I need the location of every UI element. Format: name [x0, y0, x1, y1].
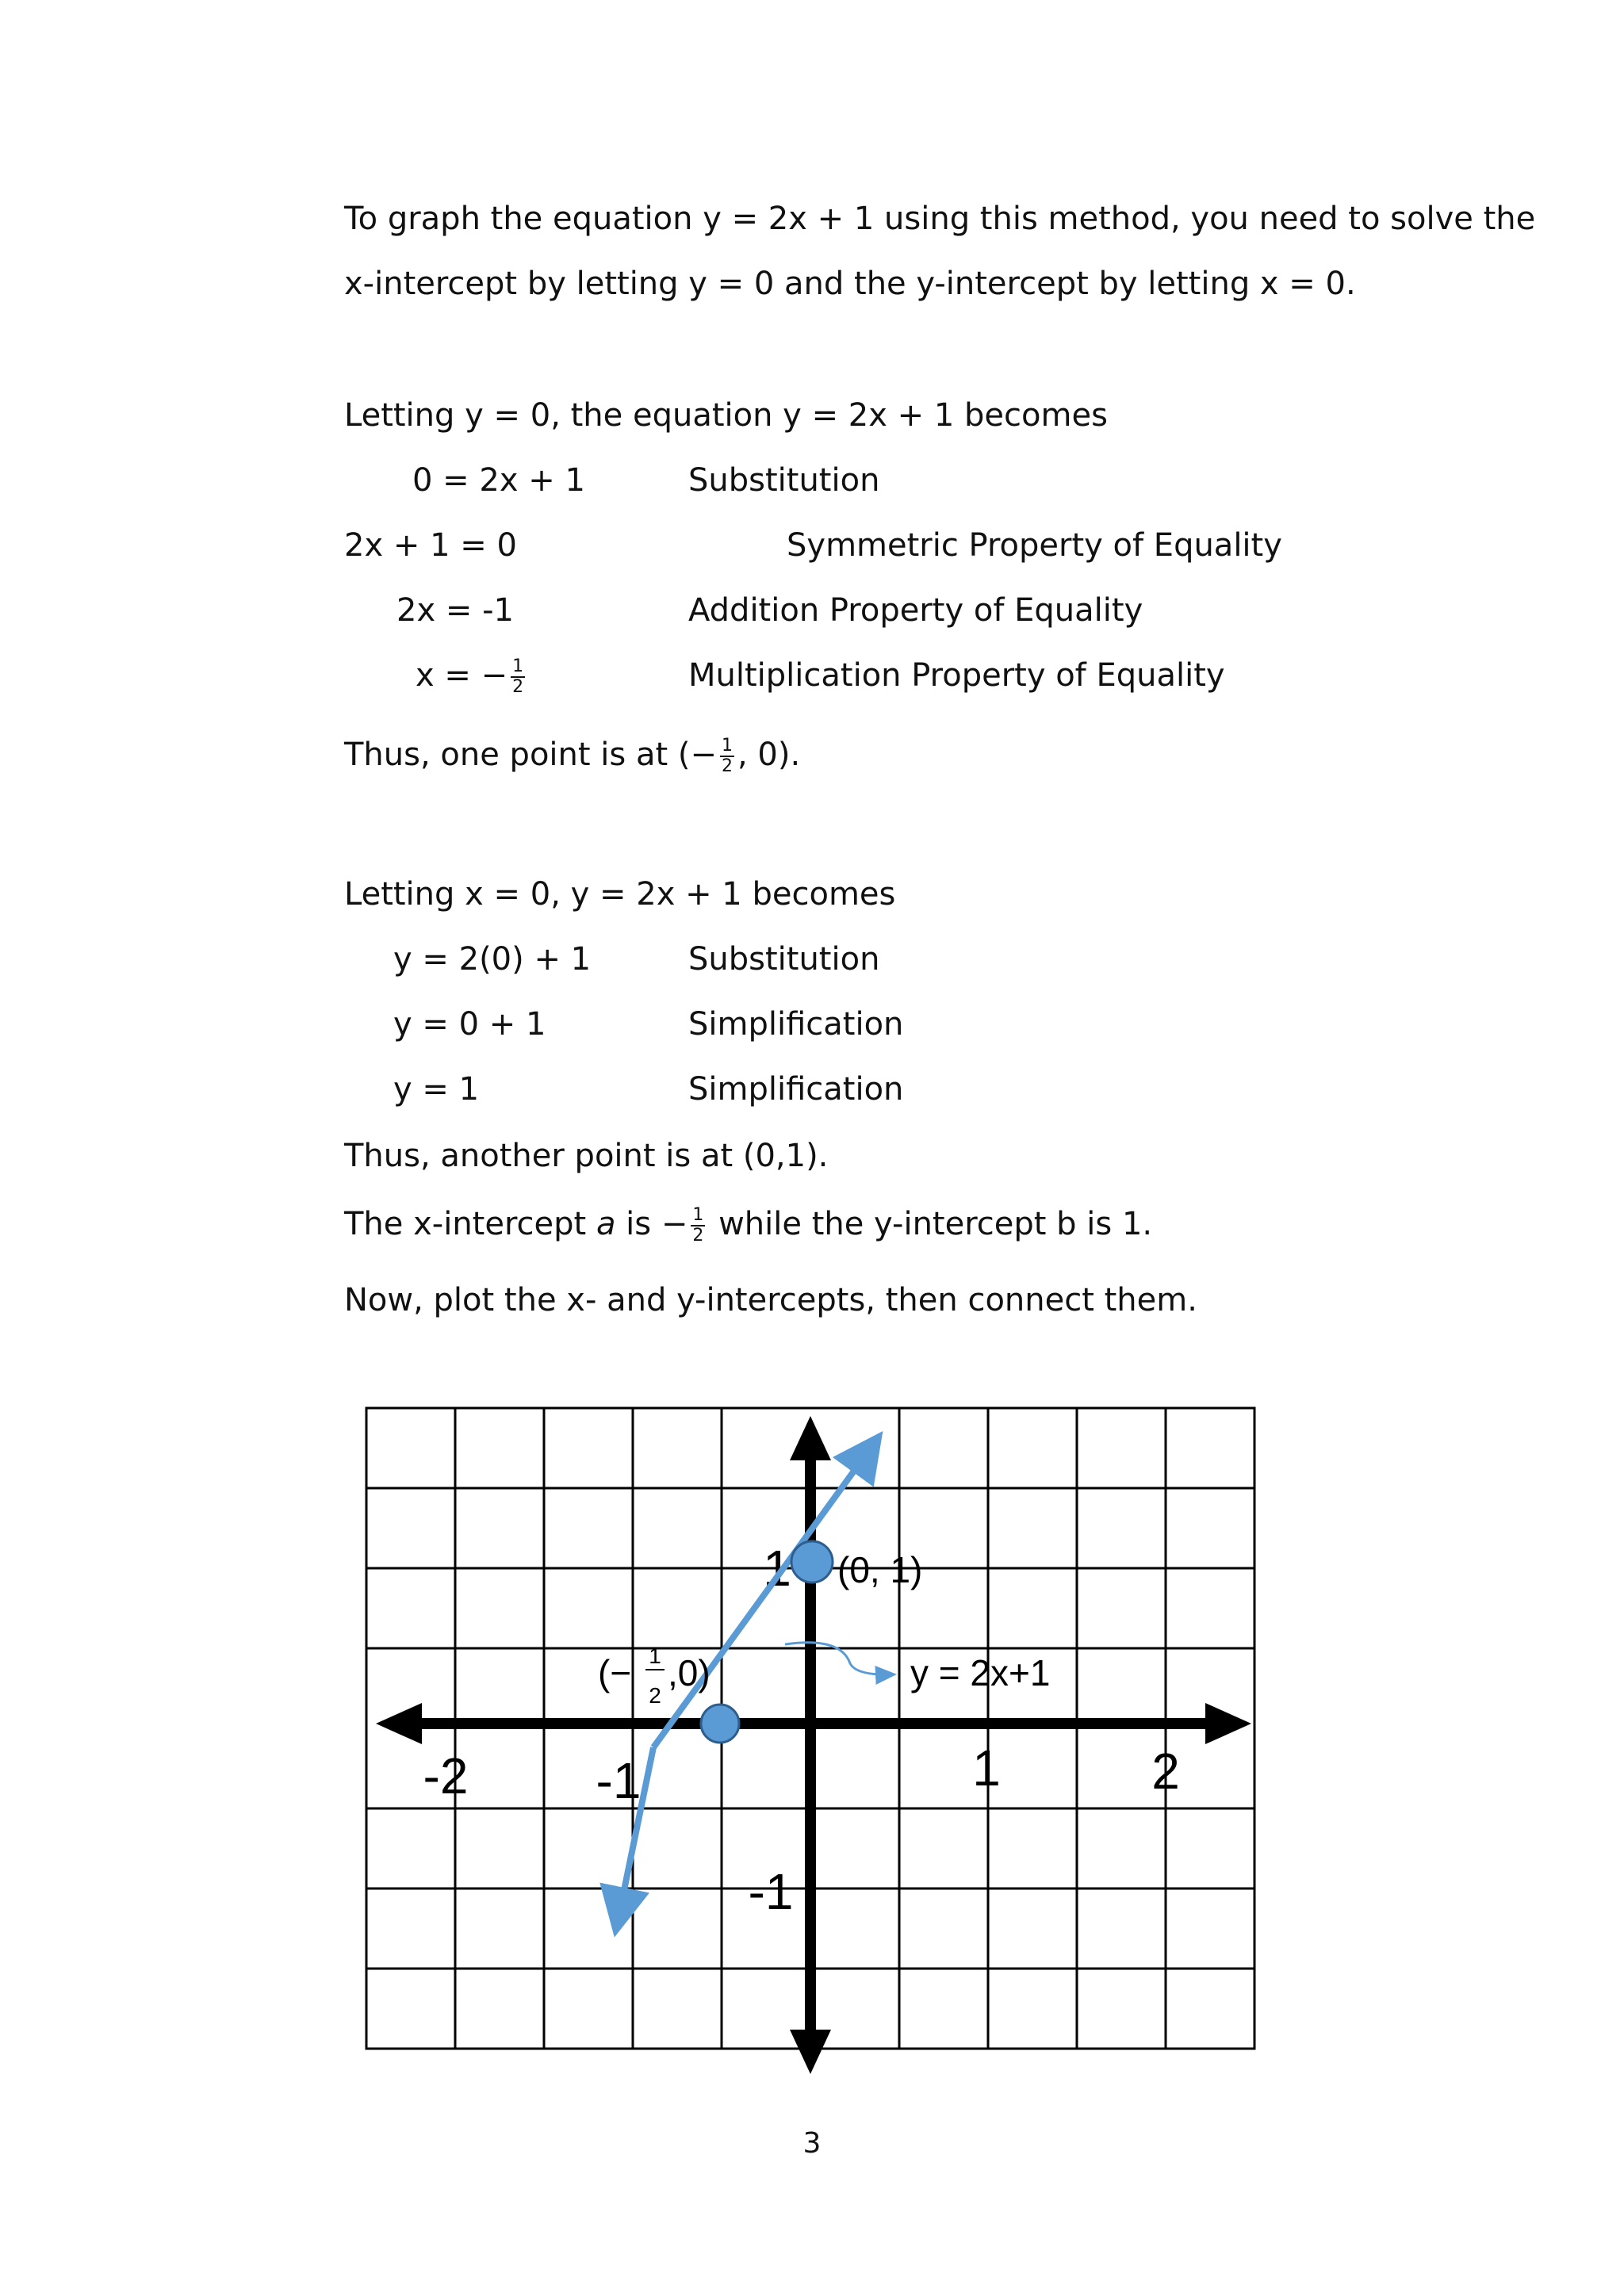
- conclusion-prefix: Thus, one point is at (−: [344, 737, 717, 773]
- y-tick-label-neg1: -1: [748, 1863, 794, 1920]
- y-tick-label-1: 1: [763, 1540, 791, 1597]
- section2-step3-reason: Simplification: [688, 1071, 904, 1108]
- section1-step1-equation: 0 = 2x + 1: [412, 462, 585, 499]
- fraction-numerator: 1: [692, 1205, 704, 1225]
- section2-step2-reason: Simplification: [688, 1006, 904, 1043]
- intro-line-1: To graph the equation y = 2x + 1 using this method, you need to solve the: [344, 201, 1536, 237]
- section1-step2-equation: 2x + 1 = 0: [344, 527, 517, 564]
- section1-heading: Letting y = 0, the equation y = 2x + 1 becomes: [344, 397, 1108, 434]
- x-intercept-point: [701, 1705, 739, 1743]
- x-intercept-label-prefix: (−: [598, 1652, 632, 1693]
- section1-step3-equation: 2x = -1: [396, 592, 514, 629]
- conclusion-suffix: , 0).: [737, 737, 801, 773]
- plot-instruction: Now, plot the x- and y-intercepts, then connect them.: [344, 1282, 1197, 1318]
- intercepts-prefix: The x-intercept: [344, 1206, 596, 1242]
- section2-heading: Letting x = 0, y = 2x + 1 becomes: [344, 876, 896, 913]
- fraction-numerator: 1: [512, 656, 524, 676]
- fraction-denominator: 2: [692, 1226, 704, 1246]
- x-tick-label-1: 1: [972, 1739, 1001, 1797]
- section1-step2-reason: Symmetric Property of Equality: [787, 527, 1282, 564]
- x-tick-label-neg1: -1: [596, 1752, 642, 1809]
- x-intercept-label-denominator: 2: [649, 1683, 661, 1708]
- x-tick-label-2: 2: [1151, 1743, 1180, 1800]
- fraction-numerator: 1: [721, 736, 733, 756]
- fraction-denominator: 2: [721, 756, 733, 776]
- step4-equation-prefix: x = −: [416, 657, 508, 694]
- section2-step3-equation: y = 1: [393, 1071, 480, 1108]
- x-intercept-label-numerator: 1: [649, 1644, 661, 1668]
- intercept-variable-a: a: [596, 1206, 616, 1242]
- section2-step1-equation: y = 2(0) + 1: [393, 941, 592, 978]
- intercepts-suffix: while the y-intercept b is 1.: [708, 1206, 1153, 1242]
- section2-step2-equation: y = 0 + 1: [393, 1006, 546, 1043]
- section2-conclusion: Thus, another point is at (0,1).: [344, 1138, 829, 1174]
- line-equation-label: y = 2x+1: [910, 1652, 1051, 1693]
- intro-line-2: x-intercept by letting y = 0 and the y-intercept by letting x = 0.: [344, 266, 1356, 302]
- page-number: 3: [802, 2127, 822, 2160]
- y-intercept-point: [791, 1541, 833, 1582]
- section1-step3-reason: Addition Property of Equality: [688, 592, 1143, 629]
- x-intercept-label-suffix: ,0): [668, 1652, 710, 1693]
- fraction-denominator: 2: [512, 677, 524, 697]
- y-intercept-label: (0, 1): [837, 1549, 923, 1590]
- intercepts-mid: is −: [615, 1206, 688, 1242]
- x-tick-label-neg2: -2: [423, 1747, 469, 1804]
- section1-step1-reason: Substitution: [688, 462, 880, 499]
- section1-step4-reason: Multiplication Property of Equality: [688, 657, 1225, 694]
- section2-step1-reason: Substitution: [688, 941, 880, 978]
